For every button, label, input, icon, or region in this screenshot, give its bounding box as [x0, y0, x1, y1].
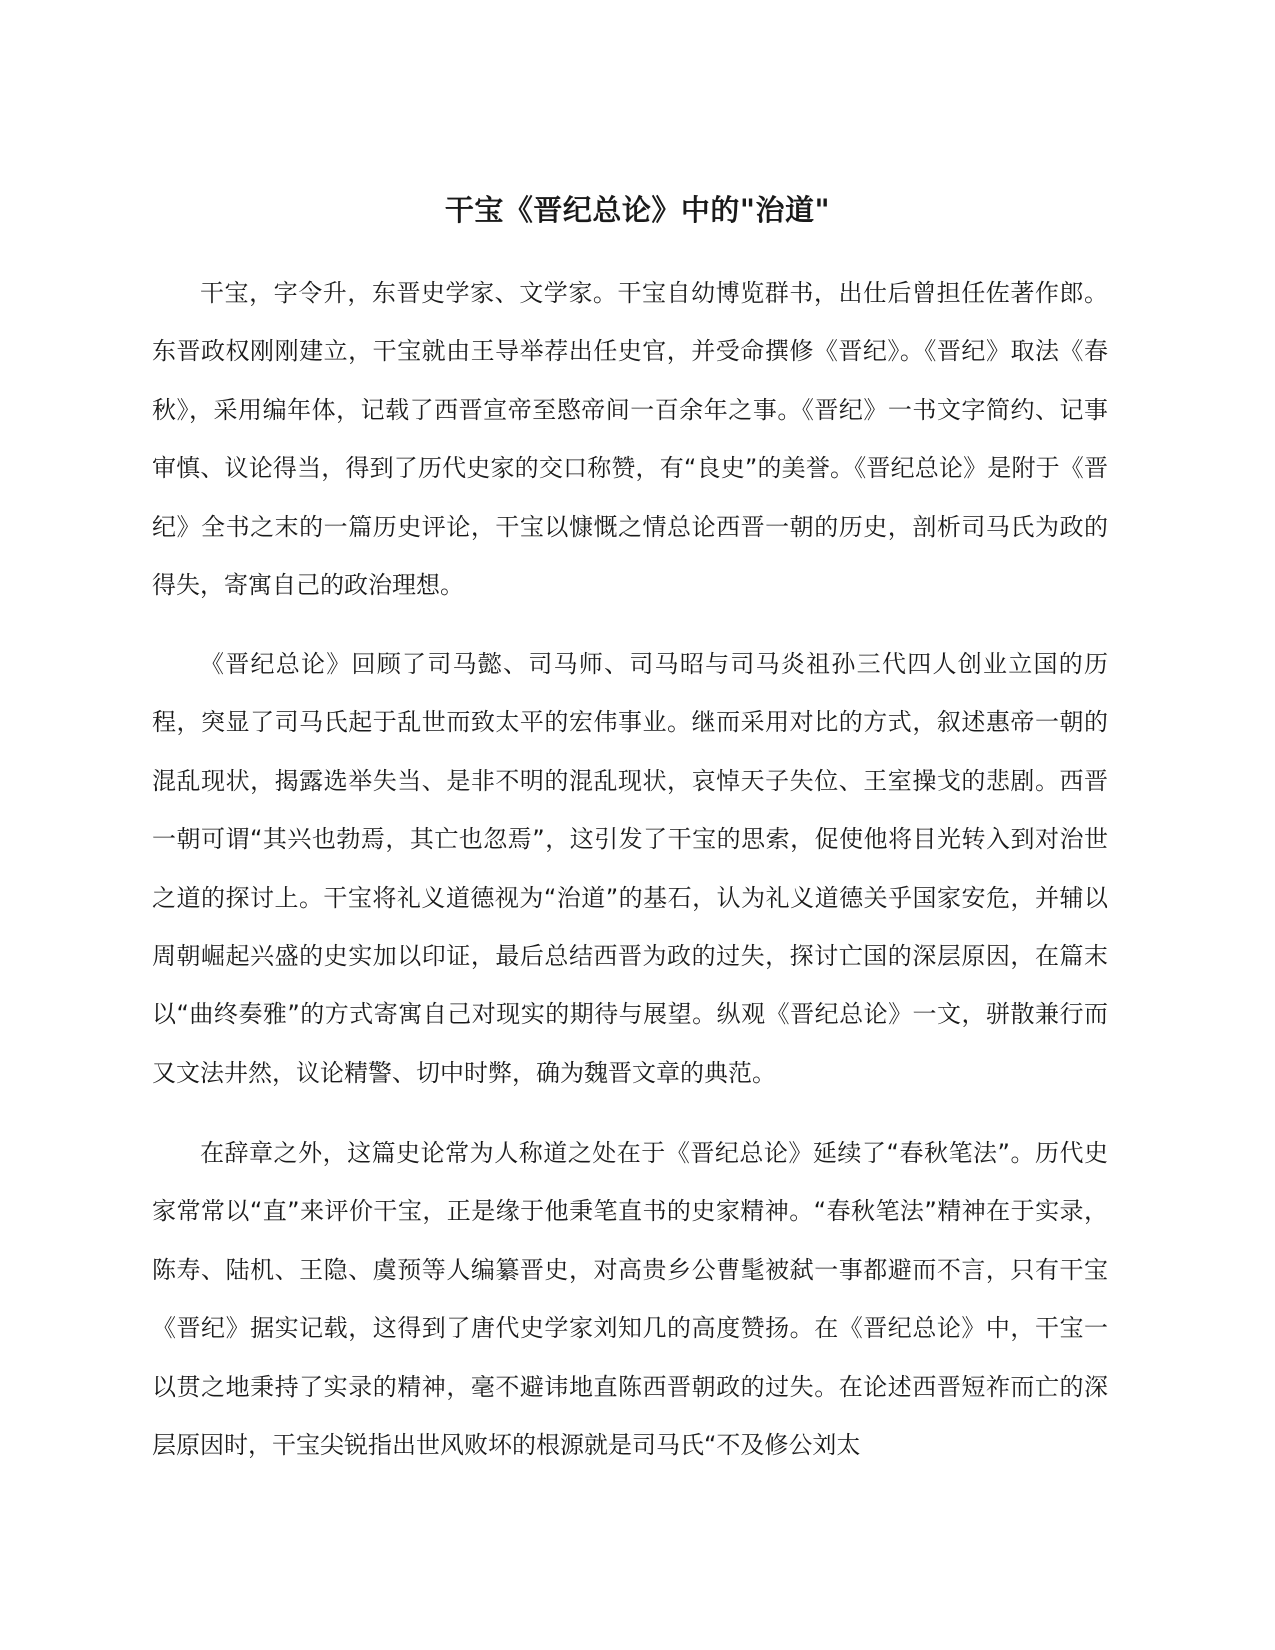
paragraph-2: 《晋纪总论》回顾了司马懿、司马师、司马昭与司马炎祖孙三代四人创业立国的历程，突显了司马氏起于乱世而致太平的宏伟事业。继而采用对比的方式，叙述惠帝一朝的混乱现状，揭露选举失当、是非不明的混乱现状，哀悼天子失位、王室操戈的悲剧。西晋一朝可谓“其兴也勃焉，其亡也忽焉”，这引发了干宝的思索，促使他将目光转入到对治世之道的探讨上。干宝将礼义道德视为“治道”的基石，认为礼义道德关乎国家安危，并辅以周朝崛起兴盛的史实加以印证，最后总结西晋为政的过失，探讨亡国的深层原因，在篇末以“曲终奏雅”的方式寄寓自己对现实的期待与展望。纵观《晋纪总论》一文，骈散兼行而又文法井然，议论精警、切中时弊，确为魏晋文章的典范。 — [152, 650, 1108, 1087]
document-title: 干宝《晋纪总论》中的"治道" — [444, 193, 831, 227]
paragraph-1: 干宝，字令升，东晋史学家、文学家。干宝自幼博览群书，出仕后曾担任佐著作郎。东晋政权刚刚建立，干宝就由王导举荐出任史官，并受命撰修《晋纪》。《晋纪》取法《春秋》，采用编年体，记载了西晋宣帝至愍帝间一百余年之事。《晋纪》一书文字简约、记事审慎、议论得当，得到了历代史家的交口称赞，有“良史”的美誉。《晋纪总论》是附于《晋纪》全书之末的一篇历史评论，干宝以慷慨之情总论西晋一朝的历史，剖析司马氏为政的得失，寄寓自己的政治理想。 — [152, 279, 1108, 600]
paragraph-3: 在辞章之外，这篇史论常为人称道之处在于《晋纪总论》延续了“春秋笔法”。历代史家常常以“直”来评价干宝，正是缘于他秉笔直书的史家精神。“春秋笔法”精神在于实录，陈寿、陆机、王隐、虞预等人编纂晋史，对高贵乡公曹髦被弑一事都避而不言，只有干宝《晋纪》据实记载，这得到了唐代史学家刘知几的高度赞扬。在《晋纪总论》中，干宝一以贯之地秉持了实录的精神，毫不避讳地直陈西晋朝政的过失。在论述西晋短祚而亡的深层原因时，干宝尖锐指出世风败坏的根源就是司马氏“不及修公刘太 — [152, 1139, 1108, 1460]
